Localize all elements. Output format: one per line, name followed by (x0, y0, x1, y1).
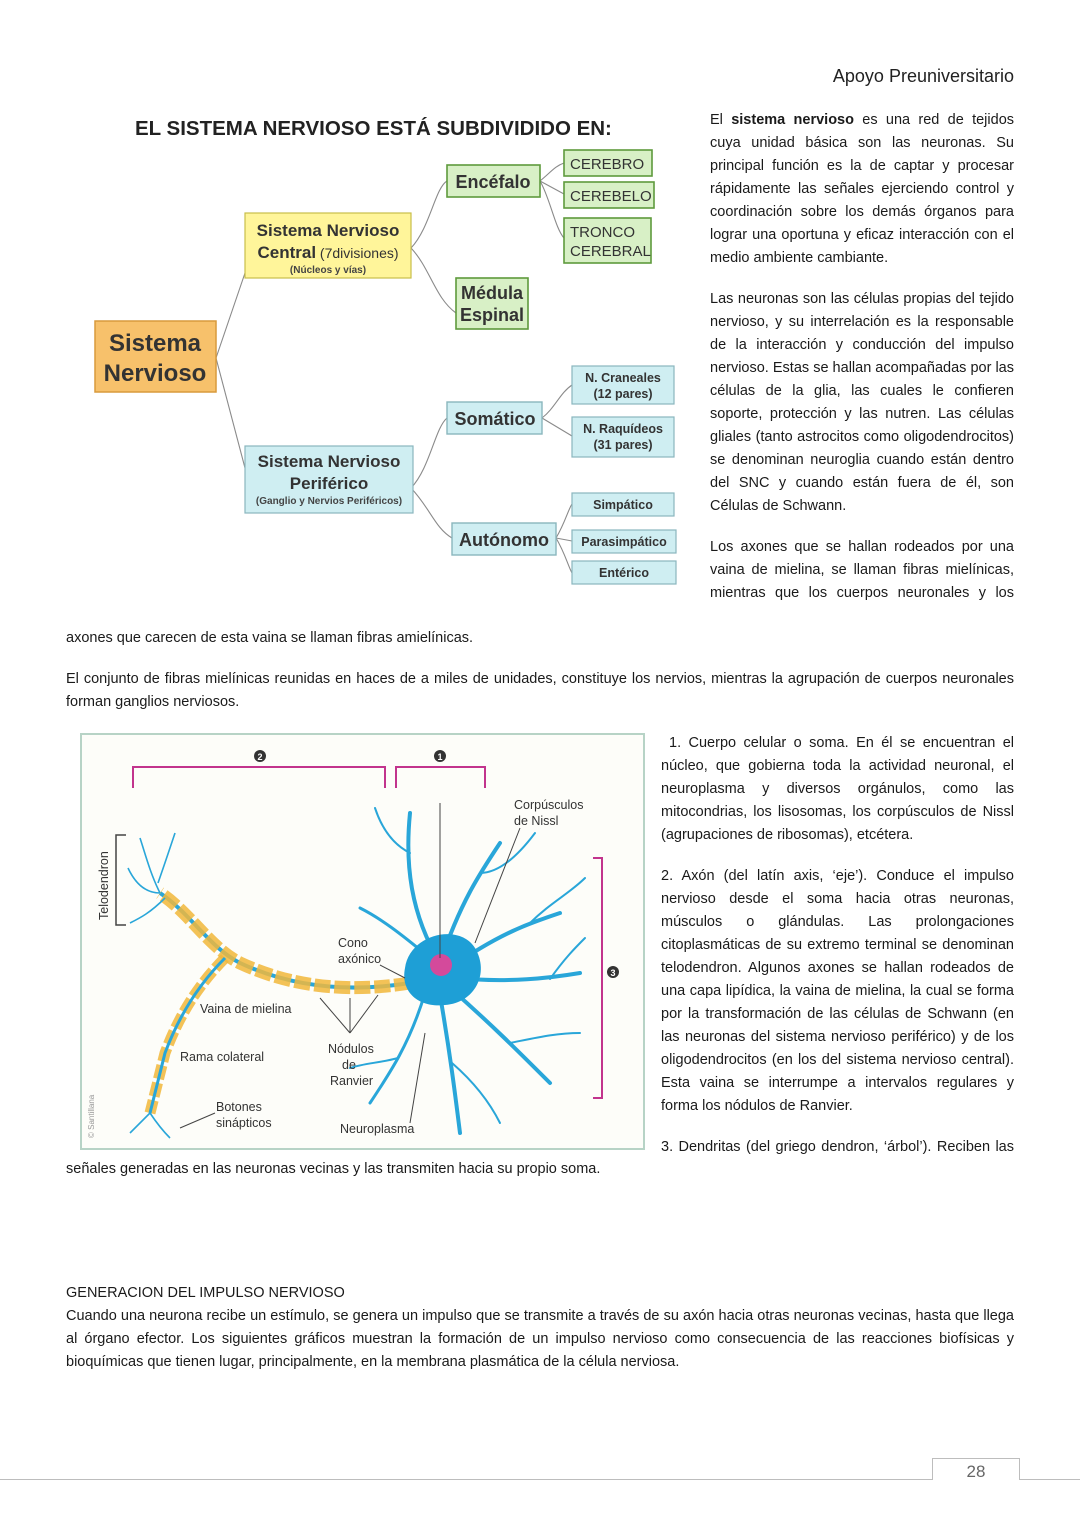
snp-note: (Ganglio y Nervios Periféricos) (255, 496, 403, 507)
intro-paragraph-3: Los axones que se hallan rodeados por una vaina de mielina, se llaman fibras mielínicas, mientras que los cuerpos neuronales y los (710, 539, 1014, 601)
intro-paragraph-1: El sistema nervioso es una red de tejidos cuya unidad básica son las neuronas. Su principal función es la de captar y procesar rápidamente las señales ejerciendo control y coordinación sobre los demás órganos para lograr una oportuna y eficaz interacción con el medio ambiente cambiante. (710, 112, 1015, 266)
footer-rule (0, 1479, 1080, 1480)
collateral-myelin (150, 958, 225, 1113)
medula-line1: Médula (460, 283, 524, 303)
parasimpatico-node (572, 530, 676, 553)
neuron-illustration (80, 733, 645, 1150)
nervous-system-mindmap (80, 108, 690, 608)
craneales-line2: (12 pares) (593, 387, 653, 401)
nodulos-line3: Ranvier (330, 1074, 374, 1088)
snp-line1: Sistema Nervioso (257, 452, 401, 471)
autonomo-label: Autónomo (459, 530, 549, 550)
craneales-line1: N. Craneales (585, 371, 661, 385)
somatico-node (447, 402, 542, 434)
part-axon-paragraph: 2. Axón (del latín axis, ‘eje’). Conduce el impulso nervioso desde el soma hacia otras neuronas, músculos o glándulas. Las prolongaciones citoplasmáticas de su extremo terminal se denominan telodendron. Algunos axones se hallan rodeados de una capa lipídica, la vaina de mielina, la cual se forma por la transformación de las células de Schwann (en las neuronas del sistema nervioso periférico) y de los oligodendrocitos (en los del sistema nervioso central). Esta vaina se interrumpe a intervalos regulares y forma los nódulos de Ranvier. (661, 868, 1014, 1114)
cerebro-label: CEREBRO (570, 156, 645, 173)
enterico-label: Entérico (598, 566, 650, 580)
autonomo-node (452, 523, 556, 555)
medula-line2: Espinal (459, 305, 525, 325)
snc-node (245, 213, 411, 278)
snc-line1: Sistema Nervioso (256, 221, 400, 240)
nucleus (430, 954, 452, 976)
snc-line2-rest: (7divisiones) (316, 245, 399, 261)
snc-line2-bold: Central (257, 243, 317, 262)
vaina-label: Vaina de mielina (200, 1002, 292, 1016)
page-header: Apoyo Preuniversitario (832, 66, 1014, 86)
neuroplasma-label: Neuroplasma (340, 1122, 415, 1136)
tronco-line2: CEREBRAL (570, 243, 651, 260)
cerebelo-node (564, 182, 654, 208)
enterico-node (572, 561, 676, 584)
myelin-sheath (160, 893, 410, 988)
svg-text:Central (7divisiones) (257, 243, 398, 262)
cono-line1: Cono (338, 936, 368, 950)
craneales-node (572, 366, 674, 404)
intro-column (710, 109, 1014, 623)
encefalo-node (447, 165, 540, 197)
corpusculos-line1: Corpúsculos (514, 798, 584, 812)
snc-note: (Núcleos y vías) (289, 265, 367, 276)
label-1: 1 (437, 752, 443, 762)
part-soma-paragraph: 1. Cuerpo celular o soma. En él se encuentran el núcleo, que gobierna toda la actividad neuronal, el neuroplasma y diversos orgánulos, como las mitocondrias, los lisosomas, los corpúsculos de Nissl (agrupaciones de ribosomas), etcétera. (661, 735, 1014, 843)
cono-line2: axónico (338, 952, 382, 966)
page-number: 28 (932, 1458, 1020, 1480)
tronco-node (564, 218, 651, 263)
impulse-section (66, 1282, 1014, 1374)
intro-paragraph-3-continued: axones que carecen de esta vaina se llaman fibras amielínicas. (66, 630, 474, 646)
somatico-label: Somático (454, 409, 536, 429)
botones-line2: sinápticos (216, 1116, 272, 1130)
encefalo-label: Encéfalo (455, 172, 531, 192)
botones-line1: Botones (216, 1100, 262, 1114)
simpatico-node (572, 493, 674, 516)
label-3: 3 (610, 968, 616, 978)
raquideos-line1: N. Raquídeos (583, 422, 663, 436)
part-dendrites-paragraph: 3. Dendritas (del griego dendron, ‘árbol’). Reciben las (661, 1139, 1014, 1155)
raquideos-node (572, 417, 674, 457)
root-node (95, 321, 216, 392)
cerebelo-label: CEREBELO (570, 188, 652, 205)
image-credit: © Santillana (87, 1094, 96, 1138)
medula-node (456, 278, 528, 329)
root-label-line2: Nervioso (103, 360, 207, 387)
nodulos-line2: de (342, 1058, 356, 1072)
neuron-parts-column (661, 732, 1014, 1177)
snp-line2: Periférico (289, 474, 369, 493)
intro-paragraph-2: Las neuronas son las células propias del tejido nervioso, y su interrelación es la responsable de la interacción y conducción del impulso nervioso. Estas se hallan acompañadas por las células de la glia, las cuales le confieren soporte, protección y las nutren. Las células gliales (tanto astrocitos como oligodendrocitos) se denominan neuroglia cuando están dentro del SNC y cuando están fuera de él, son Células de Schwann. (710, 291, 1014, 514)
impulse-heading: GENERACION DEL IMPULSO NERVIOSO (66, 1285, 345, 1301)
cerebro-node (564, 150, 652, 176)
raquideos-line2: (31 pares) (593, 438, 653, 452)
telodendron-label: Telodendron (97, 851, 111, 920)
part-dendrites-continued: señales generadas en las neuronas vecinas y las transmiten hacia su propio soma. (66, 1161, 601, 1177)
nodulos-line1: Nódulos (328, 1042, 374, 1056)
label-2: 2 (257, 752, 263, 762)
simpatico-label: Simpático (593, 498, 653, 512)
mindmap-title: EL SISTEMA NERVIOSO ESTÁ SUBDIVIDIDO EN: (135, 117, 612, 140)
tronco-line1: TRONCO (570, 224, 635, 241)
corpusculos-line2: de Nissl (514, 814, 559, 828)
fibras-paragraph: El conjunto de fibras mielínicas reunidas en haces de a miles de unidades, constituye los nervios, mientras la agrupación de cuerpos neuronales forman ganglios nerviosos. (66, 671, 1014, 710)
snp-node (245, 446, 413, 513)
impulse-body: Cuando una neurona recibe un estímulo, se genera un impulso que se transmite a través de su axón hacia otras neuronas vecinas, hasta que llega al órgano efector. Los siguientes gráficos muestran la formación de un impulso nervioso como consecuencia de las reacciones biofísicas y bioquímicas que tienen lugar, principalmente, en la membrana plasmática de la célula nerviosa. (66, 1308, 1014, 1370)
parasimpatico-label: Parasimpático (581, 535, 667, 549)
rama-label: Rama colateral (180, 1050, 265, 1064)
root-label-line1: Sistema (108, 330, 202, 357)
